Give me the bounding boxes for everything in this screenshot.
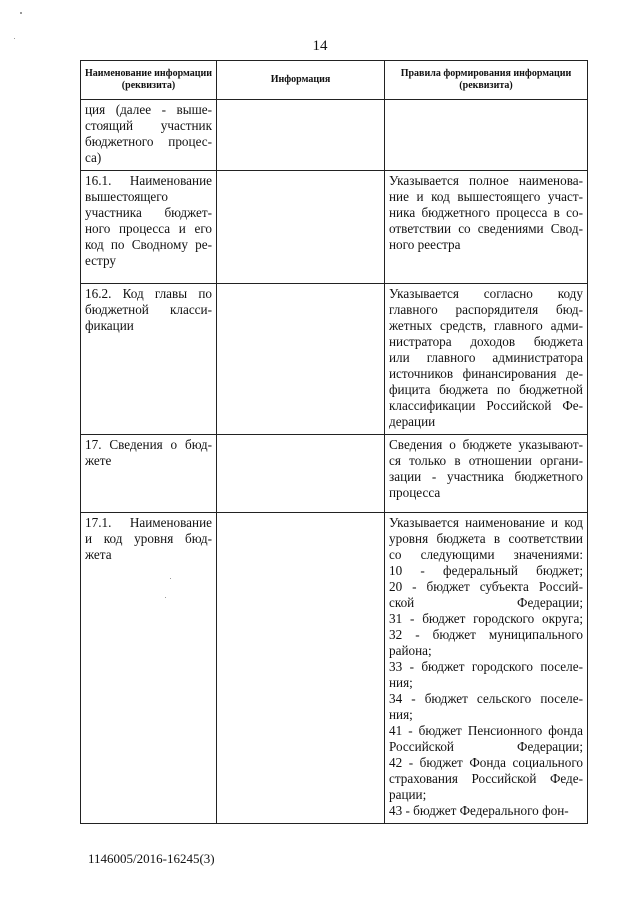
row-rules-cell-line: 34 - бюджет сельского поселе- [389,691,583,706]
row-info-cell [217,435,385,513]
row-name-cell [81,513,217,824]
row-rules-cell-line: Указывается наименование и код [389,515,583,530]
row-rules-cell-line: района; [389,643,432,658]
row-rules-cell-line: ской Федерации; [389,595,583,610]
row-name-cell-line: жета [85,547,112,562]
document-footer-number: 1146005/2016-16245(3) [88,851,215,866]
row-name-cell-line: 17.1. Наименование [85,515,212,530]
row-rules-cell-line: зации - участника бюджетного [389,469,583,484]
row-name-cell-line: 16.1. Наименование [85,173,212,188]
row-name-cell-line: и код уровня бюд- [85,531,212,546]
row-rules-cell-line: классификации Российской Фе- [389,398,583,413]
row-rules-cell-line: нистратора доходов бюджета [389,334,583,349]
row-rules-cell-line: 32 - бюджет муниципального [389,627,583,642]
row-info-cell [217,513,385,824]
row-rules-cell-line: ние и код вышестоящего участ- [389,189,583,204]
row-name-cell-line: ция (далее - выше- [85,102,212,117]
row-rules-cell [385,513,588,824]
row-rules-cell [385,100,588,171]
row-rules-cell [385,171,588,284]
row-name-cell-line: жете [85,453,112,468]
row-rules-cell-line: ния; [389,675,413,690]
row-name-cell-line: стоящий участник [85,118,212,133]
row-rules-cell-line: 43 - бюджет Федерального фон- [389,803,569,818]
row-rules-cell [385,284,588,435]
row-rules-cell-line: 10 - федеральный бюджет; [389,563,583,578]
row-rules-cell-line: источников финансирования де- [389,366,583,381]
row-rules-cell-line: ника бюджетного процесса в со- [389,205,583,220]
row-name-cell-line: бюджетной класси- [85,302,212,317]
row-rules-cell-line: жетных средств, главного адми- [389,318,583,333]
row-rules-cell-line: ния; [389,707,413,722]
scan-speck [165,597,166,598]
row-name-cell-line: код по Сводному ре- [85,237,212,252]
row-rules-cell-line: 31 - бюджет городского округа; [389,611,583,626]
row-rules-cell-line: ного реестра [389,237,461,252]
header-rules: Правила формирования информации (реквизита) [385,61,588,100]
row-name-cell [81,171,217,284]
row-name-cell-line: ного процесса и его [85,221,212,236]
row-rules-cell-line: 33 - бюджет городского поселе- [389,659,583,674]
row-rules-cell [385,435,588,513]
row-rules-cell-line: Сведения о бюджете указывают- [389,437,583,452]
row-name-cell-line: 17. Сведения о бюд- [85,437,212,452]
row-rules-cell-line: 20 - бюджет субъекта Россий- [389,579,583,594]
row-info-cell [217,100,385,171]
row-rules-cell-line: главного распорядителя бюд- [389,302,583,317]
row-name-cell [81,435,217,513]
row-name-cell-line: вышестоящего [85,189,168,204]
row-rules-cell-line: дерации [389,414,436,429]
row-rules-cell-line: Указывается согласно коду [389,286,583,301]
row-rules-cell-line: со следующими значениями: [389,547,583,562]
row-info-cell [217,284,385,435]
row-rules-cell-line: уровня бюджета в соответствии [389,531,583,546]
row-info-cell [217,171,385,284]
row-name-cell-line: са) [85,150,102,165]
requisites-table [80,60,588,824]
table-row [81,284,588,435]
row-name-cell-line: фикации [85,318,134,333]
row-rules-cell-line: процесса [389,485,441,500]
scan-speck [170,578,171,579]
row-rules-cell-line: 41 - бюджет Пенсионного фонда [389,723,583,738]
table-row [81,100,588,171]
row-rules-cell-line: 42 - бюджет Фонда социального [389,755,583,770]
row-name-cell-line: участника бюджет- [85,205,212,220]
page-number: 14 [312,38,328,54]
table-row [81,513,588,824]
row-rules-cell-line: фицита бюджета по бюджетной [389,382,583,397]
row-name-cell-line: естру [85,253,116,268]
table-header-row [81,61,588,100]
row-rules-cell-line: Российской Федерации; [389,739,583,754]
row-rules-cell-line: страхования Российской Феде- [389,771,583,786]
header-info: Информация [217,61,385,100]
row-name-cell [81,100,217,171]
row-rules-cell-line: ответствии со сведениями Свод- [389,221,583,236]
row-name-cell-line: бюджетного процес- [85,134,212,149]
row-rules-cell-line: рации; [389,787,427,802]
header-name: Наименование информации (реквизита) [81,61,217,100]
scan-speck [14,38,15,39]
row-rules-cell-line: или главного администратора [389,350,583,365]
scan-speck [20,12,22,14]
table-row [81,171,588,284]
row-rules-cell-line: Указывается полное наименова- [389,173,583,188]
row-name-cell-line: 16.2. Код главы по [85,286,212,301]
table-row [81,435,588,513]
row-name-cell [81,284,217,435]
row-rules-cell-line: ся только в отношении органи- [389,453,583,468]
